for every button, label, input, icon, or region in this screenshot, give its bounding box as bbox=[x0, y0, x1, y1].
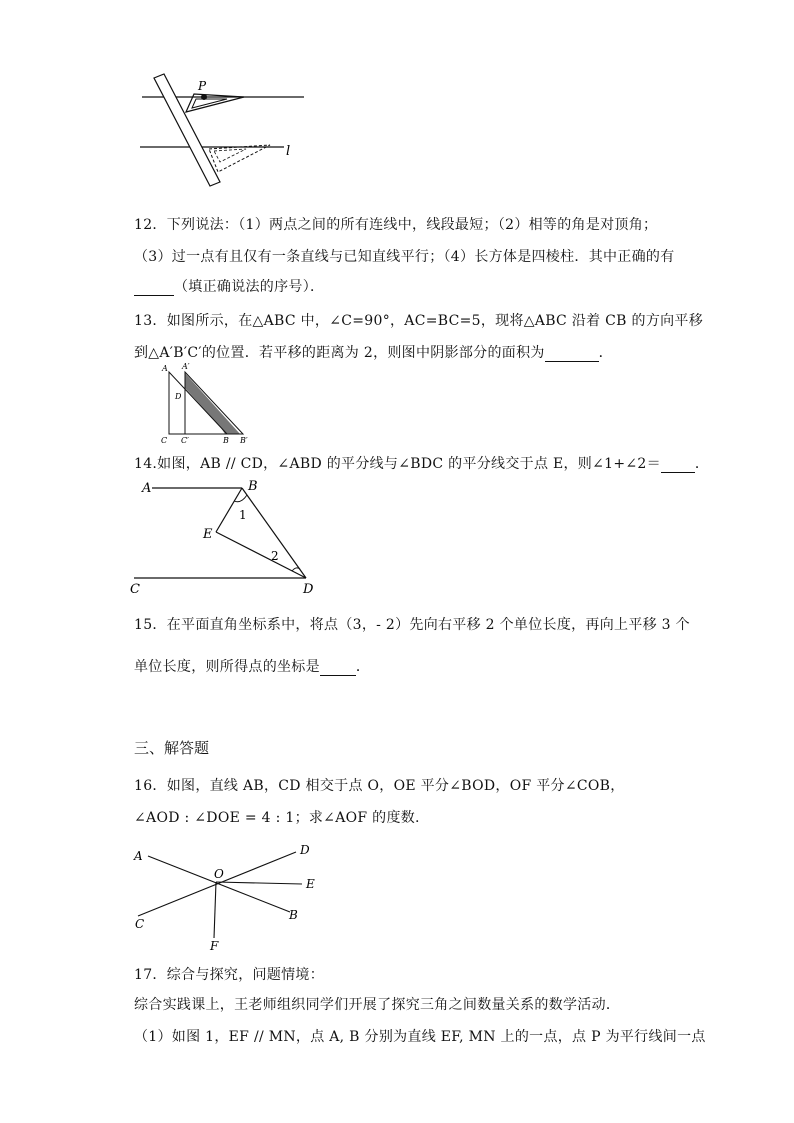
q15-line2 bbox=[134, 656, 370, 676]
shaded-region-fill bbox=[185, 373, 240, 434]
segment-ed bbox=[216, 532, 306, 578]
triangle-a1b1c1 bbox=[185, 372, 243, 434]
q12-answer-blank[interactable] bbox=[134, 279, 174, 296]
figure-q11 bbox=[134, 72, 314, 197]
q13-line1: 13．如图所示，在△ABC 中，∠C=90°，AC=BC=5，现将△ABC 沿着 CB 的方向平移 bbox=[134, 313, 704, 329]
label-b: B bbox=[248, 479, 258, 494]
label-c: C bbox=[161, 436, 168, 445]
angle-2-arc bbox=[292, 568, 300, 571]
label-p: P bbox=[198, 79, 207, 93]
q12-line1: 12．下列说法：（1）两点之间的所有连线中，线段最短；（2）相等的角是对顶角； bbox=[134, 217, 658, 233]
label-e: E bbox=[203, 527, 213, 542]
label-c-prime: C′ bbox=[181, 436, 189, 445]
q16-line2: ∠AOD : ∠DOE = 4 : 1；求∠AOF 的度数. bbox=[134, 810, 420, 826]
label-b: B bbox=[223, 436, 229, 445]
q13-line2-text: 到△A′B′C′的位置．若平移的距离为 2，则图中阴影部分的面积为 bbox=[134, 345, 545, 361]
q13-line2-end: ． bbox=[598, 345, 613, 361]
q13-answer-blank[interactable] bbox=[545, 345, 599, 362]
q15-line2-text: 单位长度，则所得点的坐标是 bbox=[134, 659, 320, 675]
label-o: O bbox=[214, 867, 224, 881]
label-c: C bbox=[130, 582, 140, 597]
q12-line2: （3）过一点有且仅有一条直线与已知直线平行；（4）长方体是四棱柱．其中正确的有 bbox=[134, 249, 675, 265]
q16-line1: 16．如图，直线 AB，CD 相交于点 O，OE 平分∠BOD，OF 平分∠COB， bbox=[134, 778, 625, 794]
label-l: l bbox=[286, 144, 291, 159]
ray-oe bbox=[216, 882, 302, 884]
label-angle-1: 1 bbox=[239, 508, 247, 522]
figure-q13 bbox=[155, 360, 265, 445]
triangle-abc bbox=[169, 372, 227, 434]
label-angle-2: 2 bbox=[271, 549, 279, 563]
q17-line3: （1）如图 1，EF // MN，点 A, B 分别为直线 EF, MN 上的一点，点 P 为平行线间一点 bbox=[134, 1029, 706, 1045]
q14-end: ． bbox=[694, 456, 710, 472]
q12-line3-text: （填正确说法的序号）． bbox=[174, 279, 325, 295]
label-d: D bbox=[175, 392, 182, 401]
q17-line2: 综合实践课上，王老师组织同学们开展了探究三角之间数量关系的数学活动． bbox=[134, 997, 621, 1013]
set-square-top-inner bbox=[192, 99, 227, 108]
figure-q14 bbox=[130, 472, 330, 598]
label-a: A bbox=[162, 364, 168, 373]
q15-answer-blank[interactable] bbox=[320, 659, 356, 676]
label-c: C bbox=[135, 917, 145, 931]
q13-line2 bbox=[134, 342, 613, 362]
q14-answer-blank[interactable] bbox=[661, 456, 695, 473]
set-square-bottom-inner-dashed bbox=[214, 149, 246, 162]
label-d: D bbox=[303, 582, 314, 597]
segment-bd bbox=[242, 488, 306, 578]
ruler bbox=[154, 74, 220, 186]
label-a-prime: A′ bbox=[182, 362, 190, 371]
ray-of bbox=[214, 882, 216, 938]
point-p bbox=[201, 94, 207, 100]
q15-line1: 15．在平面直角坐标系中，将点（3，- 2）先向右平移 2 个单位长度，再向上平移 3 个 bbox=[134, 617, 690, 633]
label-b: B bbox=[289, 908, 298, 922]
q12-line3 bbox=[134, 276, 324, 296]
label-a: A bbox=[142, 481, 152, 496]
q15-end: ． bbox=[355, 659, 371, 675]
label-e: E bbox=[306, 877, 315, 891]
figure-q16 bbox=[130, 838, 330, 956]
q14-line bbox=[134, 453, 709, 473]
section-heading: 三、解答题 bbox=[134, 739, 210, 757]
label-f: F bbox=[210, 939, 219, 953]
label-a: A bbox=[134, 849, 143, 863]
label-b-prime: B′ bbox=[240, 436, 248, 445]
label-d: D bbox=[300, 843, 310, 857]
q14-text: 14.如图，AB // CD，∠ABD 的平分线与∠BDC 的平分线交于点 E，则∠1+∠2＝ bbox=[134, 456, 661, 472]
q17-line1: 17．综合与探究，问题情境： bbox=[134, 967, 325, 983]
